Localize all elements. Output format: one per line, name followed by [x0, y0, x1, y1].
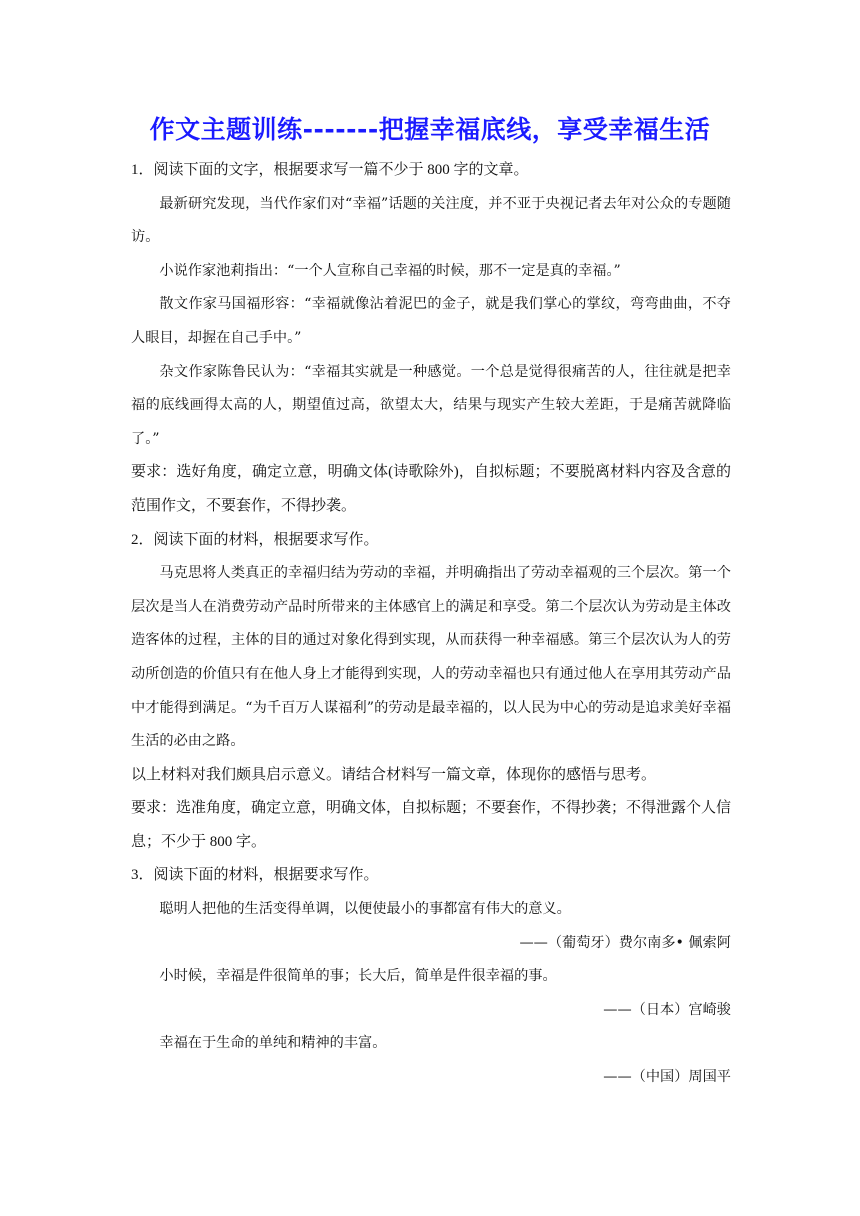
question-3-quote-3-source: ——（中国）周国平	[603, 1069, 731, 1086]
question-1-paragraph-4: 杂文作家陈鲁民认为：“幸福其实就是一种感觉。一个总是觉得很痛苦的人，往往就是把幸福的底线画得太高的人，期望值过高，欲望太大，结果与现实产生较大差距，于是痛苦就降临了。”	[131, 363, 731, 447]
question-2-requirement: 要求：选准角度，确定立意，明确文体，自拟标题；不要套作，不得抄袭；不得泄露个人信息；不少于 800 字。	[131, 800, 732, 850]
question-1-paragraph-3: 散文作家马国福形容：“幸福就像沾着泥巴的金子，就是我们掌心的掌纹，弯弯曲曲，不夺人眼目，却握在自己手中。”	[131, 296, 731, 346]
question-2	[131, 524, 731, 860]
document-title: 作文主题训练-------把握幸福底线，享受幸福生活	[149, 115, 711, 144]
question-1-heading: 1．阅读下面的文字，根据要求写一篇不少于 800 字的文章。	[131, 162, 529, 178]
question-3-heading: 3．阅读下面的材料，根据要求写作。	[131, 867, 379, 884]
question-3-quote-2-source: ——（日本）宫崎骏	[603, 1001, 731, 1018]
question-3-quote-2: 小时候，幸福是件很简单的事；长大后，简单是件很幸福的事。	[159, 968, 557, 985]
question-2-paragraph: 马克思将人类真正的幸福归结为劳动的幸福，并明确指出了劳动幸福观的三个层次。第一个层次是当人在消费劳动产品时所带来的主体感官上的满足和享受。第二个层次认为劳动是主体改造客体的过程，主体的目的通过对象化得到实现，从而获得一种幸福感。第三个层次认为人的劳动所创造的价值只有在他人身上才能得到实现，人的劳动幸福也只有通过他人在享用其劳动产品中才能得到满足。“为千百万人谋福利”的劳动是最幸福的，以人民为中心的劳动是追求美好幸福生活的必由之路。	[131, 565, 731, 750]
question-1	[131, 154, 731, 524]
question-1-paragraph-1: 最新研究发现，当代作家们对“幸福”话题的关注度，并不亚于央视记者去年对公众的专题随访。	[131, 195, 731, 246]
question-2-heading: 2．阅读下面的材料，根据要求写作。	[131, 531, 379, 548]
document-body	[131, 154, 731, 1095]
question-1-paragraph-2: 小说作家池莉指出：“一个人宣称自己幸福的时候，那不一定是真的幸福。”	[159, 262, 621, 279]
question-1-requirement: 要求：选好角度，确定立意，明确文体(诗歌除外)，自拟标题；不要脱离材料内容及含意的范围作文，不要套作，不得抄袭。	[131, 464, 731, 514]
question-3	[131, 859, 731, 1094]
question-3-quote-3: 幸福在于生命的单纯和精神的丰富。	[159, 1035, 387, 1052]
question-3-quote-1: 聪明人把他的生活变得单调，以便使最小的事都富有伟大的意义。	[159, 901, 571, 918]
question-2-prompt: 以上材料对我们颇具启示意义。请结合材料写一篇文章，体现你的感悟与思考。	[131, 766, 657, 783]
question-3-quote-1-source: ——（葡萄牙）费尔南多• 佩索阿	[519, 934, 731, 951]
